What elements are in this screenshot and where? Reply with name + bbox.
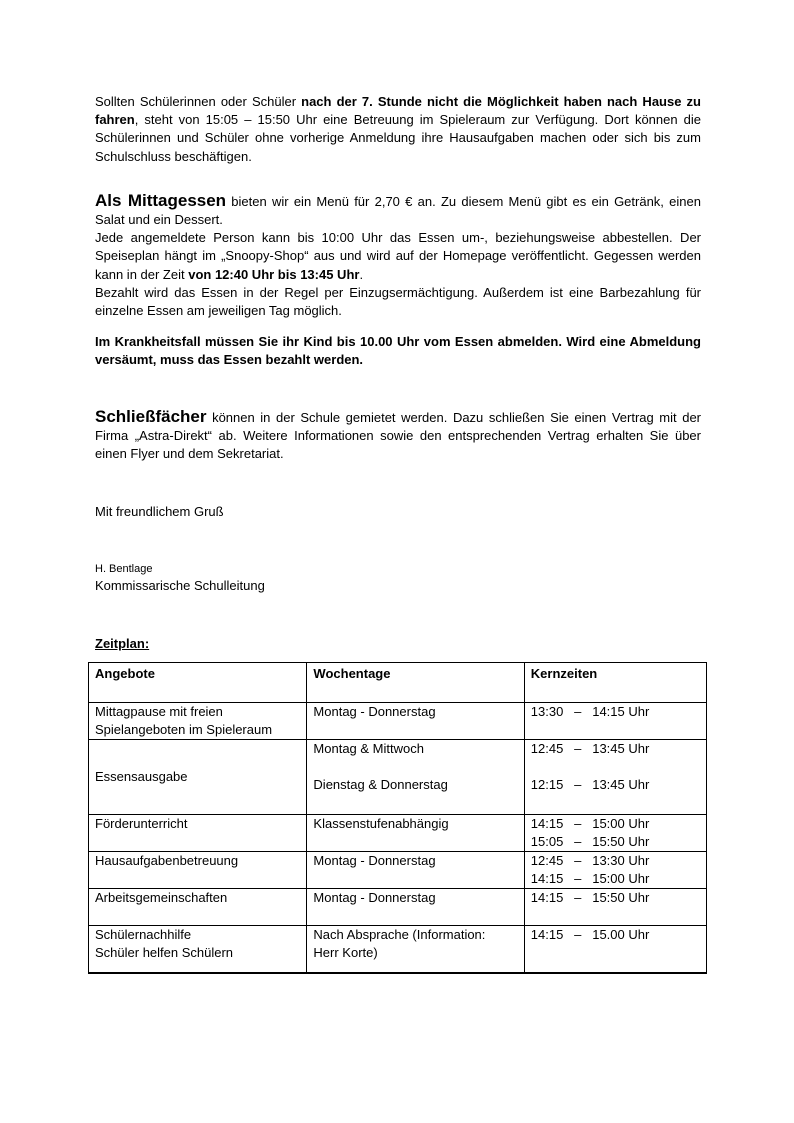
table-row: [89, 852, 707, 889]
times-cell: [524, 815, 706, 852]
cell-text: Montag & Mittwoch: [313, 741, 424, 756]
bold-text: Im Krankheitsfall müssen Sie ihr Kind bis 10.00 Uhr vom Essen abmelden. Wird eine Abmeldung versäumt, muss das Essen bezahlt werden.: [95, 334, 701, 368]
days-cell: [307, 852, 524, 889]
days-cell: [307, 703, 524, 740]
days-cell: [307, 926, 524, 973]
table-row: [89, 703, 707, 740]
bold-text: von 12:40 Uhr bis 13:45 Uhr: [188, 266, 360, 282]
text: Bezahlt wird das Essen in der Regel per Einzugsermächtigung. Außerdem ist eine Barbezahlung für einzelne Essen am jeweiligen Tag möglich.: [95, 284, 701, 319]
offer-cell: [89, 703, 307, 740]
paragraph-afternoon-care: [95, 93, 701, 166]
table-row: [89, 926, 707, 973]
signer-role: Kommissarische Schulleitung: [95, 578, 265, 594]
cell-text: Schülernachhilfe: [95, 927, 192, 942]
cell-text: Klassenstufenabhängig: [313, 816, 449, 831]
cell-text: Hausaufgabenbetreuung: [95, 853, 239, 868]
cell-text: Mittagpause mit freien: [95, 704, 223, 719]
signer-name: H. Bentlage: [95, 563, 153, 576]
times-cell: [524, 703, 706, 740]
column-header: Kernzeiten: [524, 663, 706, 703]
cell-text: 12:45 – 13:45 Uhr: [530, 741, 650, 756]
cell-text: 14:15 – 15.00 Uhr: [530, 927, 650, 942]
cell-text: Herr Korte): [313, 945, 378, 960]
text: .: [359, 266, 364, 282]
cell-text: Montag - Donnerstag: [313, 704, 436, 719]
days-cell: [307, 889, 524, 926]
text: können in der Schule gemietet werden. Dazu schließen Sie einen Vertrag mit der Firma „Astra-Direkt“ ab. Weitere Informationen sowie den entsprechenden Vertrag erhalten Sie über einen Flyer und dem Sekretariat.: [95, 409, 701, 462]
offer-cell: [89, 815, 307, 852]
paragraph-lockers: [95, 408, 701, 464]
text: , steht von 15:05 – 15:50 Uhr eine Betreuung im Spieleraum zur Verfügung. Dort können die Schülerinnen und Schüler ohne vorherige Anmeldung ihre Hausaufgaben machen oder sich bis zum Schulschluss beschäftigen.: [95, 112, 701, 164]
cell-text: Essensausgabe: [95, 769, 188, 784]
cell-text: Förderunterricht: [95, 816, 188, 831]
paragraph-sick-notice: [95, 333, 701, 369]
days-cell: [307, 740, 524, 815]
table-row: [89, 815, 707, 852]
cell-text: Nach Absprache (Information:: [313, 927, 486, 942]
table-row: [89, 889, 707, 926]
cell-text: 14:15 – 15:00 Uhr: [530, 816, 650, 831]
table-header-row: [89, 663, 707, 703]
times-cell: [524, 926, 706, 973]
times-cell: [524, 740, 706, 815]
cell-text: Spielangeboten im Spieleraum: [95, 722, 273, 737]
table-bottom-rule: [88, 973, 707, 974]
column-header: Angebote: [89, 663, 307, 703]
cell-text: 12:45 – 13:30 Uhr: [530, 853, 650, 868]
times-cell: [524, 889, 706, 926]
greeting: Mit freundlichem Gruß: [95, 504, 224, 520]
cell-text: Montag - Donnerstag: [313, 853, 436, 868]
schedule-table: [88, 662, 707, 973]
bold-text: nach der 7. Stunde nicht die Möglichkeit haben nach Hause zu fahren: [95, 94, 701, 128]
cell-text: Arbeitsgemeinschaften: [95, 890, 228, 905]
schedule-heading: Zeitplan:: [95, 636, 150, 652]
lockers-heading: Schließfächer: [95, 406, 207, 426]
column-header: Wochentage: [307, 663, 524, 703]
offer-cell: [89, 889, 307, 926]
times-cell: [524, 852, 706, 889]
cell-text: 12:15 – 13:45 Uhr: [530, 777, 650, 792]
text: Sollten Schülerinnen oder Schüler: [95, 94, 302, 109]
cell-text: 15:05 – 15:50 Uhr: [530, 834, 650, 849]
table-row: [89, 740, 707, 815]
cell-text: Dienstag & Donnerstag: [313, 777, 448, 792]
paragraph-lunch: [95, 192, 701, 320]
cell-text: Montag - Donnerstag: [313, 890, 436, 905]
cell-text: 13:30 – 14:15 Uhr: [530, 704, 650, 719]
spacer: [313, 758, 517, 776]
letter-body: [95, 93, 701, 654]
days-cell: [307, 815, 524, 852]
offer-cell: [89, 852, 307, 889]
offer-cell: [89, 740, 307, 815]
text: Jede angemeldete Person kann bis 10:00 Uhr das Essen um-, beziehungsweise abbestellen. Der Speiseplan hängt im „Snoopy-Shop“ aus und wird auf der Homepage veröffentlicht. Gegessen werden kann in der Zeit: [95, 230, 701, 282]
cell-text: Schüler helfen Schülern: [95, 945, 234, 960]
lunch-heading: Als Mittagessen: [95, 190, 227, 210]
spacer: [531, 758, 700, 776]
cell-text: 14:15 – 15:50 Uhr: [530, 890, 650, 905]
cell-text: 14:15 – 15:00 Uhr: [530, 871, 650, 886]
text: bieten wir ein Menü für 2,70 € an. Zu diesem Menü gibt es ein Getränk, einen Salat und ein Dessert.: [95, 193, 701, 228]
offer-cell: [89, 926, 307, 973]
